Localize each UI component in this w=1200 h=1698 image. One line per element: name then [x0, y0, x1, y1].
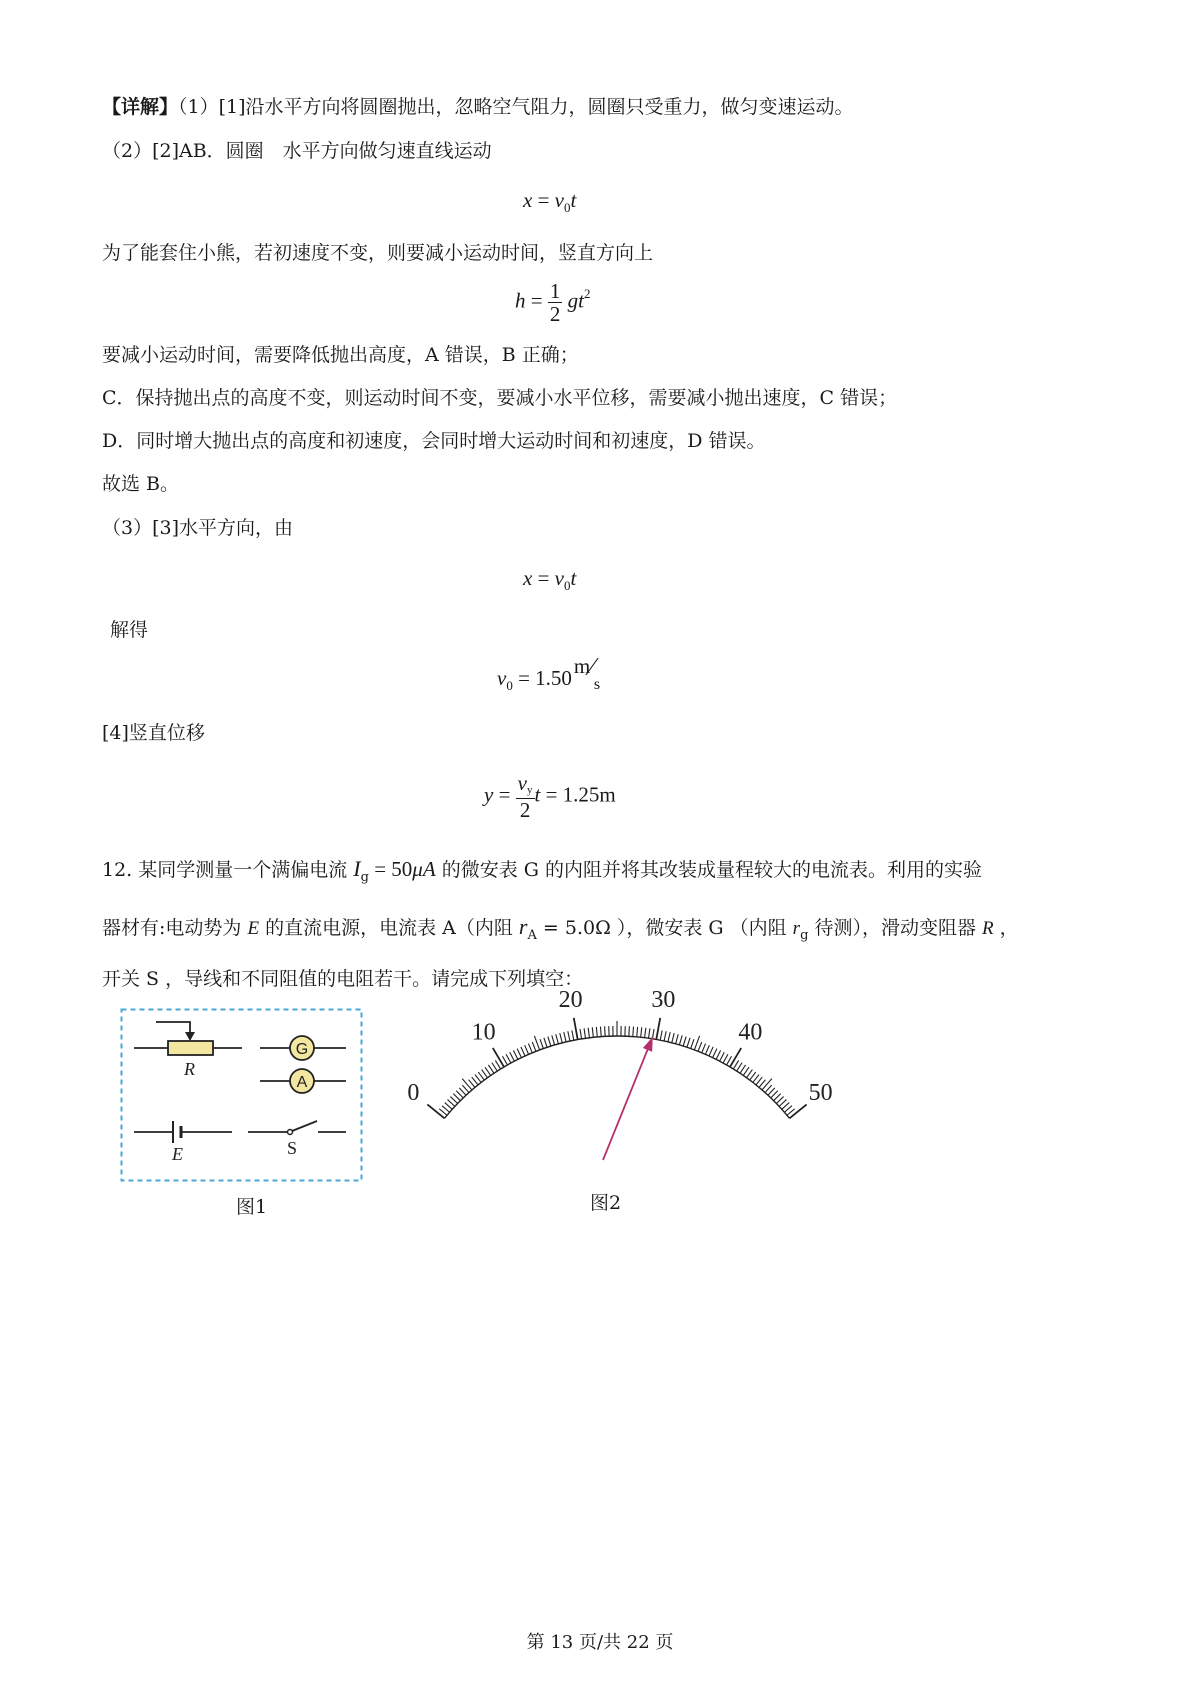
dial-minor-tick: [720, 1052, 725, 1061]
dial-scale-label: 50: [808, 1080, 833, 1107]
dial-minor-tick: [679, 1035, 682, 1045]
dial-minor-tick: [709, 1047, 713, 1056]
eq5-lhs: y: [484, 782, 494, 807]
dial-minor-tick: [478, 1072, 484, 1080]
detail-line-6: D．同时增大抛出点的高度和初速度，会同时增大运动时间和初速度，D 错误。: [102, 430, 766, 452]
dial-minor-tick: [691, 1039, 694, 1048]
equation-4: [497, 652, 608, 700]
dial-minor-tick: [664, 1031, 666, 1041]
eq4-sub: 0: [506, 677, 513, 693]
dial-major-tick: [730, 1048, 741, 1067]
dial-minor-tick: [683, 1037, 686, 1047]
q12-r2sub: g: [800, 928, 809, 943]
meter-needle: [603, 1037, 653, 1160]
eq5-num-sub: y: [527, 784, 533, 796]
eq1-eq: =: [532, 188, 555, 212]
dial-minor-tick: [502, 1056, 507, 1065]
equation-3: [523, 566, 576, 591]
dial-scale-label: 40: [738, 1019, 763, 1046]
eq5-fraction: [516, 772, 535, 821]
eq5-num-v: v: [517, 771, 527, 795]
dial-minor-tick: [660, 1030, 662, 1040]
dial-minor-tick: [716, 1050, 720, 1059]
eq4-unit: m ∕ s: [573, 652, 601, 693]
q12-p1a: 12. 某同学测量一个满偏电流: [102, 859, 354, 881]
dial-minor-tick: [556, 1034, 559, 1044]
detail-line-4: 要减小运动时间，需要降低抛出高度，A 错误，B 正确；: [102, 344, 579, 366]
switch-symbol: [248, 1121, 346, 1135]
dial-scale-label: 20: [558, 987, 583, 1014]
dial-major-tick: [574, 1018, 578, 1040]
dial-minor-tick: [488, 1065, 494, 1073]
eq1-t: t: [570, 188, 577, 212]
dial-minor-tick: [588, 1028, 589, 1038]
dial-minor-tick: [560, 1033, 562, 1043]
dial-minor-tick: [605, 1026, 606, 1036]
figure-2-caption: 图2: [590, 1192, 622, 1214]
dial-minor-tick: [472, 1077, 478, 1085]
eq4-eq: =: [512, 665, 536, 690]
dial-minor-tick: [548, 1037, 551, 1047]
dial-minor-tick: [485, 1067, 491, 1075]
q12-line-3: 开关 S ，导线和不同阻值的电阻若干。请完成下列填空：: [102, 968, 584, 990]
eq2-fraction: [548, 280, 563, 325]
eq2-num: 1: [549, 279, 561, 303]
detail-line-5: C．保持抛出点的高度不变，则运动时间不变，要减小水平位移，需要减小抛出速度，C 错误；: [102, 387, 898, 409]
q12-r: r: [518, 914, 528, 939]
dial-minor-tick: [528, 1044, 532, 1053]
dial-minor-tick: [564, 1032, 566, 1042]
dial-minor-tick: [584, 1028, 585, 1038]
dial-minor-tick: [740, 1065, 746, 1073]
q12-p2a: 器材有:电动势为: [102, 917, 248, 939]
detail-line-7: 故选 B。: [102, 473, 180, 495]
q12-p2c: = 5.0Ω ），微安表 G （内阻: [536, 917, 793, 939]
dial-scale-label: 0: [407, 1080, 420, 1107]
dial-minor-tick: [532, 1042, 536, 1051]
figure-1-border: [122, 1010, 362, 1181]
eq3-eq: =: [532, 566, 555, 590]
eq3-lhs: x: [523, 566, 533, 590]
dial-minor-tick: [737, 1063, 742, 1071]
dial-minor-tick: [552, 1035, 555, 1045]
detail-line-8: （3）[3]水平方向，由: [102, 517, 294, 539]
q12-line-2: [102, 914, 1019, 944]
switch-label: S: [287, 1138, 298, 1158]
eq5-num: [516, 772, 535, 799]
dial-minor-tick: [668, 1032, 670, 1042]
dial-minor-tick: [580, 1029, 582, 1039]
q12-p2b: 的直流电源，电流表 A（内阻: [259, 917, 519, 939]
figure-1-caption: 图1: [236, 1196, 268, 1218]
ammeter-label: A: [296, 1074, 308, 1091]
eq2-den: 2: [549, 302, 561, 326]
dial-minor-tick: [705, 1045, 709, 1054]
dial-minor-tick: [492, 1063, 497, 1071]
dial-minor-tick: [756, 1077, 762, 1085]
dial-minor-tick: [544, 1038, 547, 1047]
q12-rsub: A: [527, 928, 537, 943]
dial-minor-tick: [723, 1054, 728, 1063]
detail-line-1: [102, 94, 854, 120]
dial-minor-tick: [694, 1036, 699, 1050]
dial-minor-tick: [753, 1075, 759, 1083]
eq5-t: t: [534, 782, 541, 807]
eq5-den: 2: [519, 798, 531, 822]
eq2-g: g: [567, 288, 579, 313]
detail-bracket: 【详解】: [102, 96, 179, 118]
dial-minor-tick: [727, 1056, 732, 1065]
dial-minor-tick: [672, 1033, 674, 1043]
dial-minor-tick: [525, 1045, 529, 1054]
detail-line-2: （2）[2]AB．圆圈 水平方向做匀速直线运动: [102, 140, 492, 162]
dial-minor-tick: [442, 1106, 450, 1113]
dial-minor-tick: [733, 1060, 738, 1069]
eq1-sub: 0: [564, 200, 571, 215]
detail-line-9: 解得: [110, 619, 149, 641]
q12-p1b: = 50: [368, 857, 413, 881]
q12-R: R: [982, 918, 994, 939]
dial-minor-tick: [762, 1079, 772, 1090]
dial-major-tick: [493, 1048, 504, 1067]
dial-minor-tick: [676, 1034, 679, 1044]
figure-1-components: [120, 1008, 365, 1183]
dial-minor-tick: [534, 1036, 539, 1050]
dial-scale-label: 30: [651, 987, 676, 1014]
dial-minor-tick: [517, 1049, 521, 1058]
dial-minor-tick: [445, 1103, 452, 1110]
dial-major-tick: [656, 1018, 660, 1040]
dial-minor-tick: [513, 1050, 517, 1059]
q12-p1c: 的微安表 G 的内阻并将其改装成量程较大的电流表。利用的实验: [435, 859, 982, 881]
detail-line-3: 为了能套住小熊，若初速度不变，则要减小运动时间，竖直方向上: [102, 242, 654, 264]
dial-minor-tick: [698, 1042, 702, 1051]
q12-p2e: ，: [993, 917, 1019, 939]
q12-r2: r: [792, 918, 801, 939]
dial-minor-tick: [540, 1039, 543, 1048]
rheostat-symbol: [134, 1022, 242, 1055]
dial-minor-tick: [759, 1080, 765, 1088]
dial-minor-tick: [645, 1028, 646, 1038]
q12-p2d: 待测），滑动变阻器: [808, 917, 982, 939]
eq4-unit-num: m: [573, 654, 591, 678]
dial-minor-tick: [462, 1079, 472, 1090]
dial-minor-tick: [495, 1060, 500, 1069]
dial-minor-tick: [702, 1044, 706, 1053]
dial-minor-tick: [784, 1106, 792, 1113]
dial-minor-tick: [765, 1085, 772, 1092]
battery-label: E: [172, 1144, 183, 1164]
dial-minor-tick: [475, 1075, 481, 1083]
battery-symbol: [134, 1121, 232, 1143]
eq4-value: 1.50: [535, 665, 572, 690]
figure-2-meter-dial: [395, 987, 845, 1158]
eq3-t: t: [570, 566, 577, 590]
dial-minor-tick: [482, 1070, 488, 1078]
dial-minor-tick: [521, 1047, 525, 1056]
eq2-lhs: h: [515, 288, 526, 313]
galvanometer-label: G: [295, 1041, 309, 1058]
dial-minor-tick: [600, 1027, 601, 1037]
dial-minor-tick: [649, 1028, 650, 1038]
q12-line-1: [102, 856, 982, 886]
q12-E: E: [247, 918, 260, 939]
q12-mu: μA: [412, 857, 436, 881]
eq2-eq: =: [525, 288, 548, 313]
q12-I: I: [353, 856, 361, 881]
dial-minor-tick: [633, 1027, 634, 1037]
dial-minor-tick: [596, 1027, 597, 1037]
eq3-v: v: [554, 566, 564, 590]
equation-1: [523, 188, 576, 213]
eq1-v: v: [554, 188, 564, 212]
eq4-unit-den: s: [593, 676, 601, 693]
meter-needle-head: [643, 1037, 653, 1052]
eq5-result: = 1.25m: [540, 782, 616, 807]
dial-minor-tick: [687, 1038, 690, 1047]
eq2-sup: 2: [583, 286, 591, 302]
dial-minor-tick: [510, 1052, 515, 1061]
dial-minor-tick: [750, 1072, 756, 1080]
dial-minor-tick: [592, 1027, 593, 1037]
dial-minor-tick: [641, 1027, 642, 1037]
dial-minor-tick: [572, 1030, 574, 1040]
dial-minor-tick: [462, 1085, 469, 1092]
rheostat-label: R: [184, 1059, 195, 1079]
detail-text-1: （1）[1]沿水平方向将圆圈抛出，忽略空气阻力，圆圈只受重力，做匀变速运动。: [178, 96, 854, 118]
dial-minor-tick: [469, 1080, 475, 1088]
dial-minor-tick: [743, 1067, 749, 1075]
eq4-v: v: [497, 665, 507, 690]
page-footer: 第 13 页/共 22 页: [526, 1632, 674, 1653]
dial-scale-label: 10: [471, 1019, 496, 1046]
dial-arc: [444, 1036, 789, 1118]
dial-minor-tick: [506, 1054, 511, 1063]
dial-minor-tick: [637, 1027, 638, 1037]
dial-minor-tick: [568, 1031, 570, 1041]
detail-line-10: [4]竖直位移: [102, 722, 205, 744]
eq1-lhs: x: [523, 188, 533, 212]
q12-Isub: g: [360, 870, 369, 885]
dial-minor-tick: [629, 1026, 630, 1036]
equation-5: [484, 772, 616, 821]
dial-minor-tick: [782, 1103, 789, 1110]
equation-2: [515, 280, 590, 325]
dial-minor-tick: [713, 1049, 717, 1058]
dial-minor-tick: [747, 1070, 753, 1078]
eq5-eq: =: [493, 782, 516, 807]
eq2-t: t: [578, 288, 584, 313]
eq3-sub: 0: [564, 578, 571, 593]
